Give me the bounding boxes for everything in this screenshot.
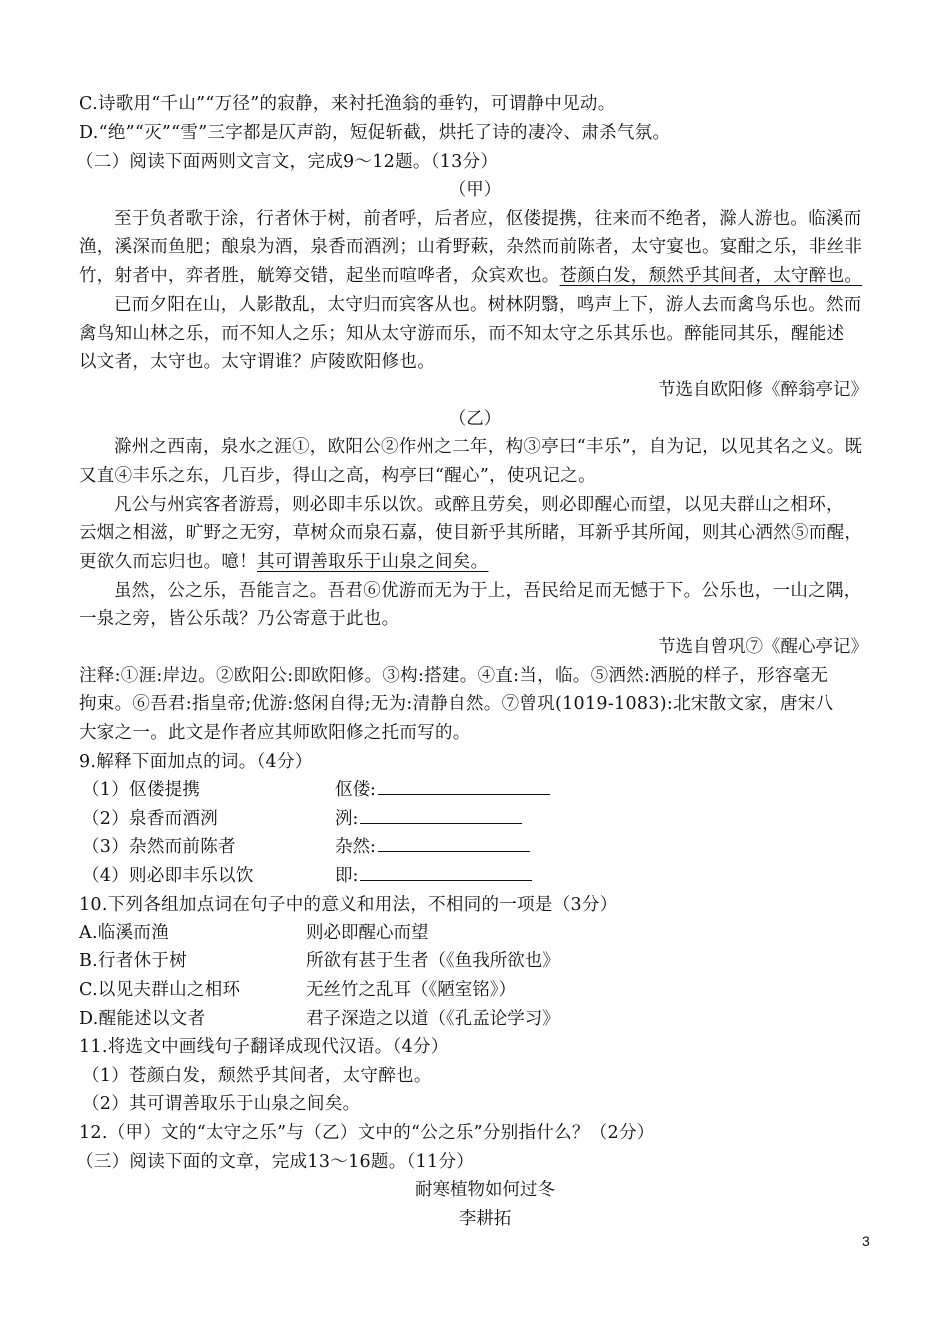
yi-para2-line1: 凡公与州宾客者游焉，则必即丰乐以饮。或醉且劳矣，则必即醒心而望，以见夫群山之相环， <box>114 495 844 515</box>
jia-para2-line3: 以文者，太守也。太守谓谁？庐陵欧阳修也。 <box>79 352 435 372</box>
notes-line2: 拘束。⑥吾君:指皇帝;优游:悠闲自得;无为:清静自然。⑦曾巩(1019-1083):北宋散文家，唐宋八 <box>79 694 834 714</box>
q9-item-3: （3）杂然而前陈者 <box>82 837 236 857</box>
q10-option-c-left: C.以见夫群山之相环 <box>79 980 241 1000</box>
q10-option-b-right: 所欲有甚于生者（《鱼我所欲也》 <box>306 951 560 971</box>
underlined-sentence-1: 苍颜白发，颓然乎其间者，太守醉也。 <box>559 266 863 286</box>
q9-answer-2-label: 洌: <box>335 809 359 829</box>
page-number: 3 <box>862 1233 870 1249</box>
yi-para1-line1: 滁州之西南，泉水之涯①，欧阳公②作州之二年，构③亭曰“丰乐”，自为记，以见其名之义。既 <box>114 437 863 457</box>
notes-line3: 大家之一。此文是作者应其师欧阳修之托而写的。 <box>79 723 471 743</box>
q10-option-b-left: B.行者休于树 <box>79 951 188 971</box>
q10-option-d-right: 君子深造之以道（《孔孟论学习》 <box>306 1009 560 1029</box>
q9-answer-3 <box>335 833 530 861</box>
question-12: 12.（甲）文的“太守之乐”与（乙）文中的“公之乐”分别指什么？（2分） <box>79 1123 655 1143</box>
question-9: 9.解释下面加点的词。（4分） <box>79 752 313 772</box>
yi-para3-line2: 一泉之旁，皆公乐哉？乃公寄意于此也。 <box>79 609 400 629</box>
q11-item-1: （1）苍颜白发，颓然乎其间者，太守醉也。 <box>82 1066 432 1086</box>
section-3-heading: （三）阅读下面的文章，完成13～16题。（11分） <box>76 1152 475 1172</box>
answer-blank-1[interactable] <box>378 776 550 795</box>
q10-option-a-left: A.临溪而渔 <box>79 923 170 943</box>
q10-option-c-right: 无丝竹之乱耳（《陋室铭》） <box>306 980 516 1000</box>
jia-para1-line3-text: 竹，射者中，弈者胜，觥筹交错，起坐而喧哗者，众宾欢也。 <box>79 266 560 286</box>
text-jia-title: （甲） <box>448 180 502 200</box>
q9-answer-1 <box>335 776 550 804</box>
jia-para1-line2: 渔，溪深而鱼肥；酿泉为酒，泉香而酒洌；山肴野蔌，杂然而前陈者，太守宴也。宴酣之乐，非丝非 <box>79 237 863 257</box>
answer-blank-3[interactable] <box>378 833 530 852</box>
jia-para2-line2: 禽鸟知山林之乐，而不知人之乐；知从太守游而乐，而不知太守之乐其乐也。醉能同其乐，醒能述 <box>79 324 845 344</box>
article-title: 耐寒植物如何过冬 <box>415 1180 555 1200</box>
yi-para1-line2: 又直④丰乐之东，几百步，得山之高，构亭曰“醒心”，使巩记之。 <box>79 466 596 486</box>
q9-answer-4-label: 即: <box>335 866 359 886</box>
yi-para2-line2: 云烟之相滋，旷野之无穷，草树众而泉石嘉，使目新乎其所睹，耳新乎其所闻，则其心洒然⑤而醒， <box>79 523 863 543</box>
q11-item-2: （2）其可谓善取乐于山泉之间矣。 <box>82 1094 361 1114</box>
jia-para1-line1: 至于负者歌于涂，行者休于树，前者呼，后者应，伛偻提携，往来而不绝者，滁人游也。临溪而 <box>114 209 862 229</box>
answer-blank-4[interactable] <box>360 862 532 881</box>
q9-answer-4 <box>335 862 532 890</box>
question-11: 11.将选文中画线句子翻译成现代汉语。（4分） <box>79 1037 449 1057</box>
q9-item-4: （4）则必即丰乐以饮 <box>82 866 254 886</box>
yi-para2-line3-text: 更欲久而忘归也。噫！ <box>79 552 257 572</box>
answer-blank-2[interactable] <box>360 805 522 824</box>
notes-line1: 注释:①涯:岸边。②欧阳公:即欧阳修。③构:搭建。④直:当，临。⑤洒然:洒脱的样子，形容毫无 <box>79 666 829 686</box>
question-10: 10.下列各组加点词在句子中的意义和用法，不相同的一项是（3分） <box>79 895 618 915</box>
jia-para1-line3 <box>79 262 862 290</box>
text-yi-title: （乙） <box>448 409 502 429</box>
q9-item-2: （2）泉香而酒洌 <box>82 809 219 829</box>
yi-para2-line3 <box>79 548 488 576</box>
underlined-sentence-2: 其可谓善取乐于山泉之间矣。 <box>257 552 489 572</box>
option-d-line: D.“绝”“灭”“雪”三字都是仄声韵，短促斩截，烘托了诗的凄冷、肃杀气氛。 <box>79 123 671 143</box>
jia-para2-line1: 已而夕阳在山，人影散乱，太守归而宾客从也。树林阴翳，鸣声上下，游人去而禽鸟乐也。然而 <box>114 295 862 315</box>
q9-answer-3-label: 杂然: <box>335 837 376 857</box>
q9-answer-2 <box>335 805 522 833</box>
jia-source: 节选自欧阳修《醉翁亭记》 <box>658 380 868 400</box>
section-2-heading: （二）阅读下面两则文言文，完成9～12题。（13分） <box>76 152 499 172</box>
article-author: 李耕拓 <box>458 1209 512 1229</box>
q10-option-a-right: 则必即醒心而望 <box>306 923 429 943</box>
yi-source: 节选自曾巩⑦《醒心亭记》 <box>658 637 868 657</box>
q9-item-1: （1）伛偻提携 <box>82 780 201 800</box>
q10-option-d-left: D.醒能述以文者 <box>79 1009 206 1029</box>
yi-para3-line1: 虽然，公之乐，吾能言之。吾君⑥优游而无为于上，吾民给足而无憾于下。公乐也，一山之隅， <box>114 581 862 601</box>
option-c-line: C.诗歌用“千山”“万径”的寂静，来衬托渔翁的垂钓，可谓静中见动。 <box>79 94 616 114</box>
q9-answer-1-label: 伛偻: <box>335 780 376 800</box>
